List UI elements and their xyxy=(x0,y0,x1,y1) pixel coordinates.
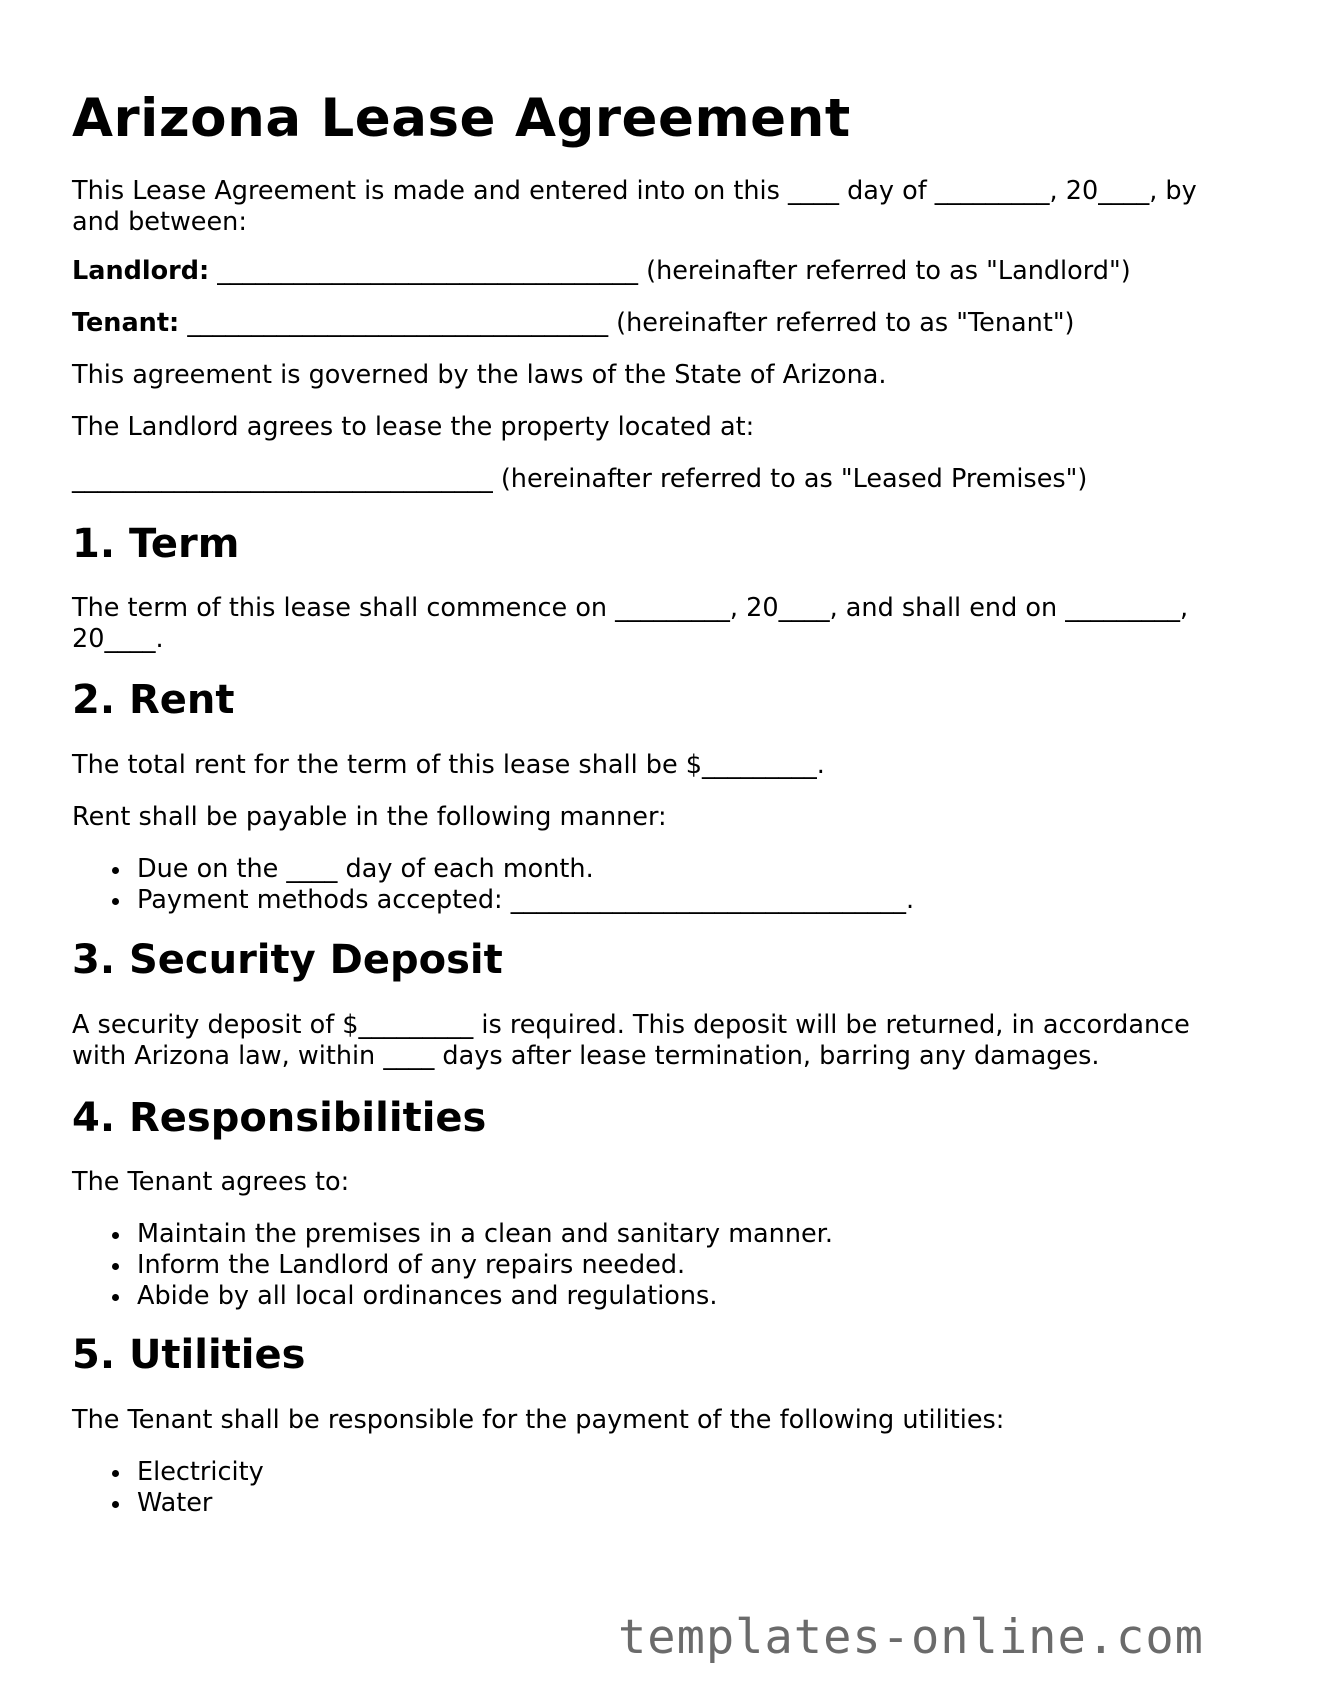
section-term-text: The term of this lease shall commence on _________, 20____, and shall end on _________, 20____. xyxy=(72,593,1189,654)
governing-law: This agreement is governed by the laws of the State of Arizona. xyxy=(72,360,887,390)
intro-paragraph: This Lease Agreement is made and entered into on this ____ day of _________, 20____, by and between: xyxy=(72,176,1197,237)
section-utilities-heading: 5. Utilities xyxy=(72,1332,306,1378)
section-deposit-text: A security deposit of $_________ is required. This deposit will be returned, in accordance with Arizona law, within ____ days after lease termination, barring any damages. xyxy=(72,1010,1190,1071)
list-item: Electricity xyxy=(72,1457,264,1488)
list-item: Due on the ____ day of each month. xyxy=(72,854,914,885)
list-item: Payment methods accepted: _______________________________. xyxy=(72,885,914,916)
landlord-label: Landlord: xyxy=(72,256,210,286)
section-utilities-text: The Tenant shall be responsible for the payment of the following utilities: xyxy=(72,1405,1005,1435)
list-item: Maintain the premises in a clean and sanitary manner. xyxy=(72,1219,833,1250)
list-item: Abide by all local ordinances and regulations. xyxy=(72,1281,833,1312)
watermark: templates-online.com xyxy=(618,1610,1204,1665)
tenant-line xyxy=(72,308,1252,339)
tenant-label: Tenant: xyxy=(72,308,180,338)
premises-line: _________________________________ (hereinafter referred to as "Leased Premises") xyxy=(72,464,1088,494)
landlord-line xyxy=(72,256,1252,287)
section-rent-text: The total rent for the term of this lease shall be $_________. xyxy=(72,750,825,780)
section-term-heading: 1. Term xyxy=(72,521,240,567)
utilities-list xyxy=(72,1457,264,1519)
document-title: Arizona Lease Agreement xyxy=(72,88,851,149)
section-deposit-heading: 3. Security Deposit xyxy=(72,937,503,983)
lease-intro: The Landlord agrees to lease the property located at: xyxy=(72,412,755,442)
list-item: Inform the Landlord of any repairs needed. xyxy=(72,1250,833,1281)
tenant-blank: _________________________________ (hereinafter referred to as "Tenant") xyxy=(179,308,1075,338)
responsibilities-list xyxy=(72,1219,833,1312)
section-responsibilities-heading: 4. Responsibilities xyxy=(72,1095,487,1141)
section-rent-heading: 2. Rent xyxy=(72,677,235,723)
landlord-blank: _________________________________ (hereinafter referred to as "Landlord") xyxy=(209,256,1131,286)
rent-list xyxy=(72,854,914,916)
section-responsibilities-text: The Tenant agrees to: xyxy=(72,1167,350,1197)
section-rent-manner: Rent shall be payable in the following manner: xyxy=(72,802,667,832)
list-item: Water xyxy=(72,1488,264,1519)
